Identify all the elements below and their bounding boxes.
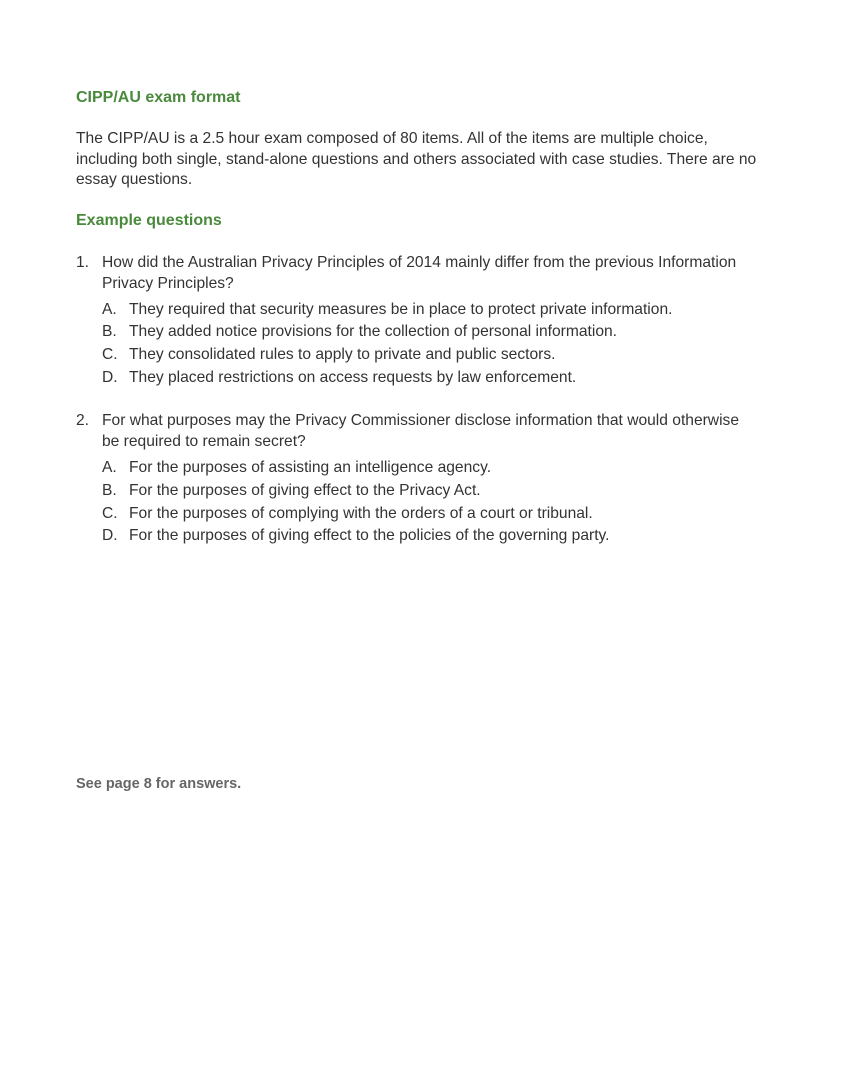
option-letter: D.	[102, 369, 118, 386]
example-questions-heading: Example questions	[76, 212, 222, 229]
answer-option-b	[102, 322, 762, 342]
answer-option-b	[102, 481, 762, 501]
option-text: For the purposes of complying with the orders of a court or tribunal.	[129, 505, 593, 522]
option-text: They added notice provisions for the collection of personal information.	[129, 323, 618, 340]
option-letter: A.	[102, 459, 117, 476]
option-letter: D.	[102, 527, 118, 544]
option-text: For the purposes of giving effect to the Privacy Act.	[129, 482, 481, 499]
answer-option-a	[102, 300, 762, 320]
answer-option-c	[102, 345, 762, 365]
exam-format-heading: CIPP/AU exam format	[76, 89, 241, 106]
option-text: They placed restrictions on access requests by law enforcement.	[129, 369, 577, 386]
option-text: They consolidated rules to apply to private and public sectors.	[129, 346, 556, 363]
exam-format-description: The CIPP/AU is a 2.5 hour exam composed of 80 items. All of the items are multiple choice, including both single, stand-alone questions and others associated with case studies. There are no essay questions.	[76, 130, 757, 188]
option-letter: C.	[102, 505, 118, 522]
option-text: For the purposes of assisting an intelligence agency.	[129, 459, 492, 476]
option-letter: B.	[102, 482, 117, 499]
option-letter: B.	[102, 323, 117, 340]
question-text: How did the Australian Privacy Principles of 2014 mainly differ from the previous Information Privacy Principles?	[102, 254, 737, 292]
question-number: 1.	[76, 254, 90, 271]
option-text: They required that security measures be in place to protect private information.	[129, 301, 673, 318]
answer-option-c	[102, 504, 762, 524]
answer-option-d	[102, 368, 762, 388]
question-number: 2.	[76, 412, 90, 429]
question-text: For what purposes may the Privacy Commissioner disclose information that would otherwise be required to remain secret?	[102, 412, 740, 450]
answer-option-a	[102, 458, 762, 478]
option-letter: C.	[102, 346, 118, 363]
option-text: For the purposes of giving effect to the policies of the governing party.	[129, 527, 610, 544]
option-letter: A.	[102, 301, 117, 318]
answers-reference-note: See page 8 for answers.	[76, 776, 242, 792]
answer-option-d	[102, 526, 762, 546]
